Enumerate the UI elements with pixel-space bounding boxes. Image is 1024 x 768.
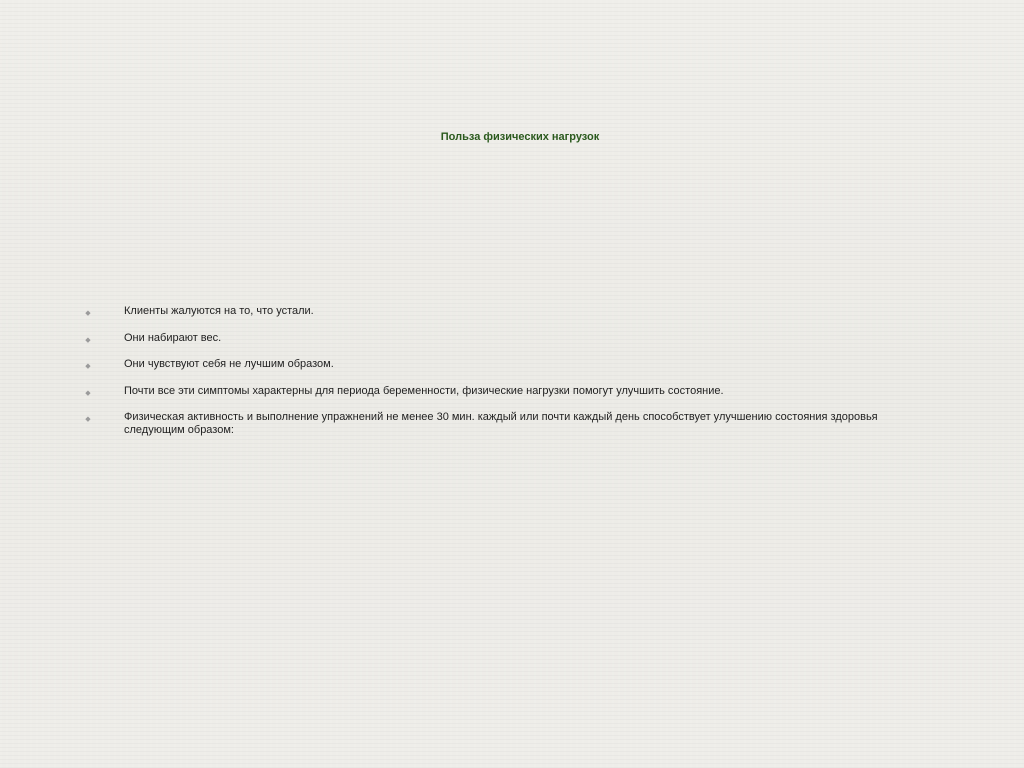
diamond-bullet-icon: ◆: [85, 336, 91, 344]
list-item: [0, 411, 1024, 437]
bullet-text: Они чувствуют себя не лучшим образом.: [124, 358, 334, 370]
diamond-bullet-icon: ◆: [85, 389, 91, 397]
bullet-text: Клиенты жалуются на то, что устали.: [124, 305, 314, 317]
diamond-bullet-icon: ◆: [85, 309, 91, 317]
bullet-text: Почти все эти симптомы характерны для периода беременности, физические нагрузки помогут улучшить состояние.: [124, 385, 724, 397]
list-item: [0, 358, 1024, 371]
diamond-bullet-icon: ◆: [85, 362, 91, 370]
slide-title: Польза физических нагрузок: [440, 131, 600, 143]
list-item: [0, 305, 1024, 318]
bullet-text: Физическая активность и выполнение упражнений не менее 30 мин. каждый или почти каждый день способствует улучшению состояния здоровья следующим образом:: [124, 411, 878, 436]
bullet-text: Они набирают вес.: [124, 332, 222, 344]
diamond-bullet-icon: ◆: [85, 415, 91, 423]
list-item: [0, 332, 1024, 345]
list-item: [0, 385, 1024, 398]
